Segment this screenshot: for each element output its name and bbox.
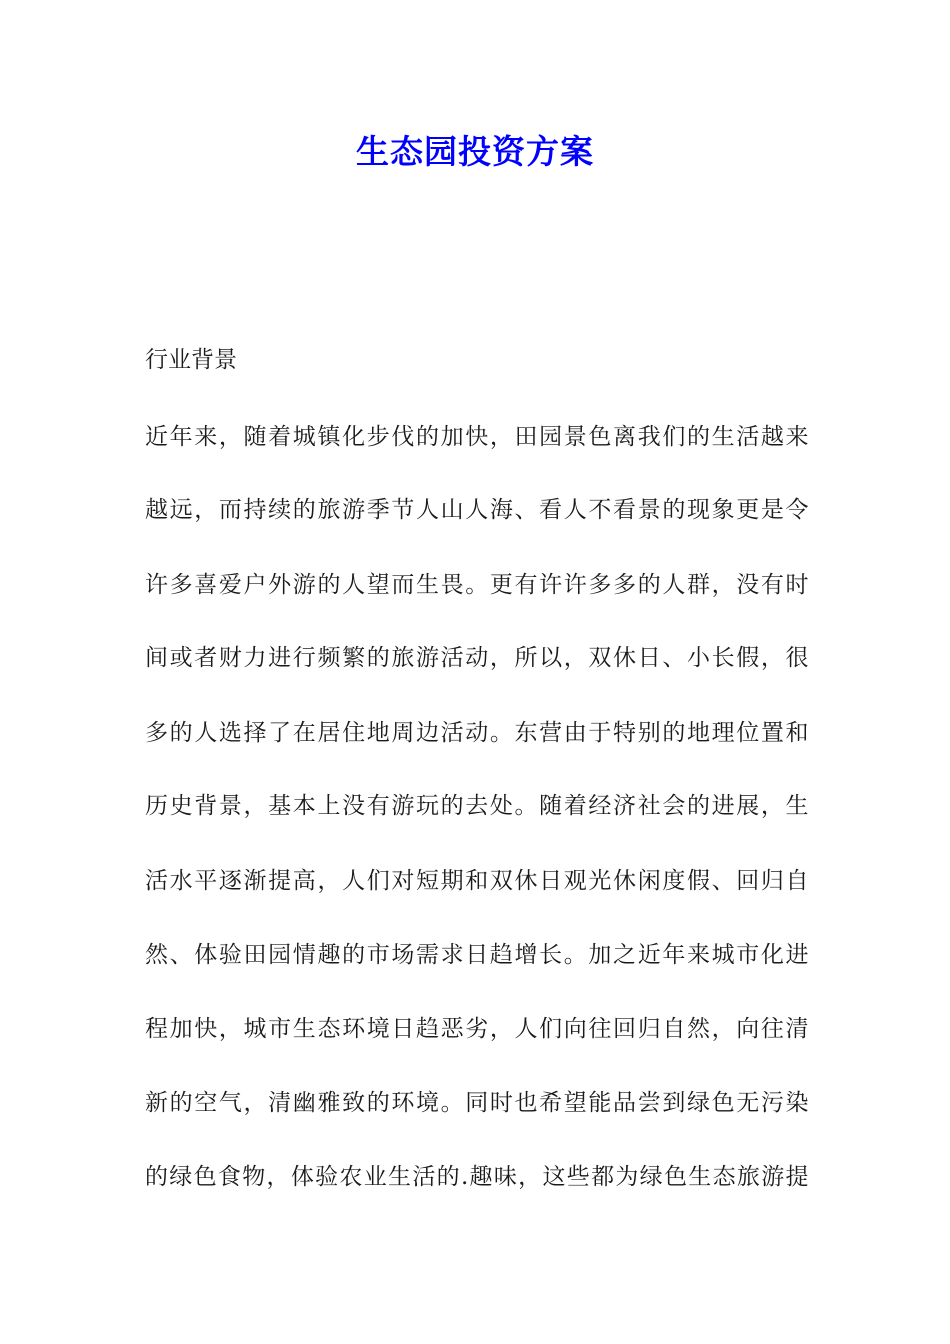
body-text-line: 越远，而持续的旅游季节人山人海、看人不看景的现象更是令 [145, 497, 809, 523]
body-text-line: 历史背景，基本上没有游玩的去处。随着经济社会的进展，生 [145, 793, 809, 819]
body-text-line: 许多喜爱户外游的人望而生畏。更有许许多多的人群，没有时 [145, 572, 809, 598]
body-text-line: 近年来，随着城镇化步伐的加快，田园景色离我们的生活越来 [145, 424, 809, 450]
body-text-line: 然、体验田园情趣的市场需求日趋增长。加之近年来城市化进 [145, 942, 809, 968]
body-text-line: 的绿色食物，体验农业生活的.趣味，这些都为绿色生态旅游提 [145, 1164, 809, 1190]
body-text-line: 间或者财力进行频繁的旅游活动，所以，双休日、小长假，很 [145, 645, 809, 671]
body-text-line: 多的人选择了在居住地周边活动。东营由于特别的地理位置和 [145, 720, 809, 746]
document-title: 生态园投资方案 [356, 132, 594, 171]
body-text-line: 程加快，城市生态环境日趋恶劣，人们向往回归自然，向往清 [145, 1016, 809, 1042]
body-text-line: 新的空气，清幽雅致的环境。同时也希望能品尝到绿色无污染 [145, 1090, 809, 1116]
section-heading: 行业背景 [145, 347, 237, 373]
body-text-line: 活水平逐渐提高，人们对短期和双休日观光休闲度假、回归自 [145, 868, 809, 894]
